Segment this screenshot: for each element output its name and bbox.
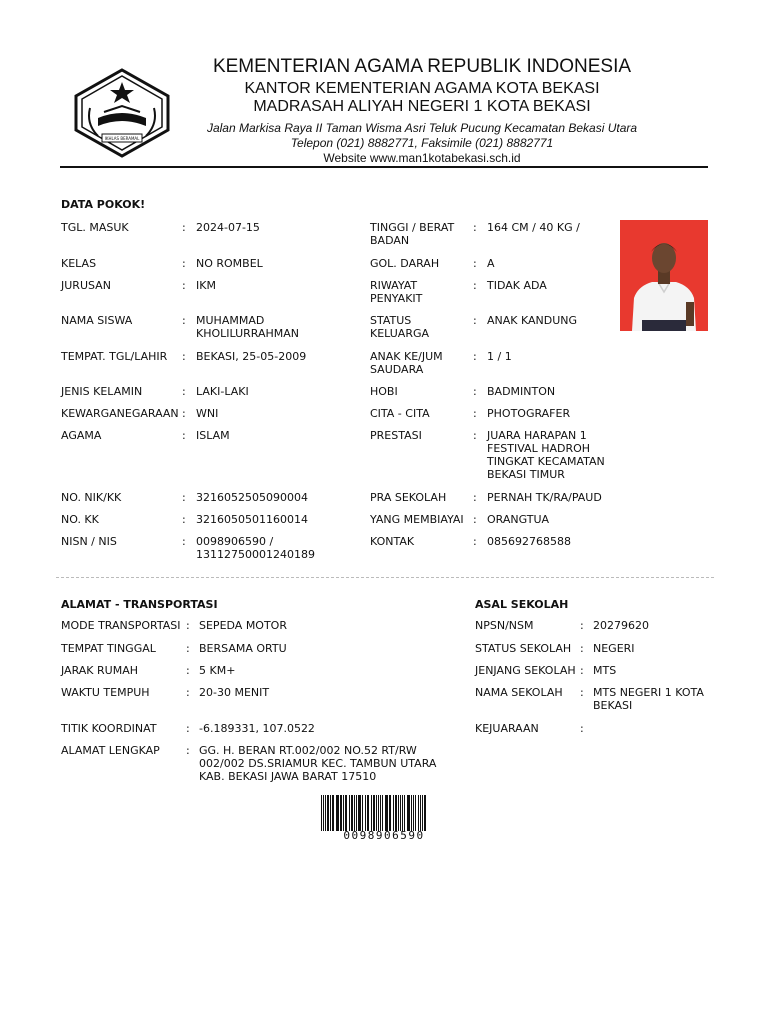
field-colon: :	[580, 619, 584, 632]
barcode-bar	[354, 795, 355, 831]
section-title-asal-sekolah: ASAL SEKOLAH	[475, 598, 569, 611]
field-value: LAKI-LAKI	[196, 385, 249, 398]
field-label: RIWAYAT PENYAKIT	[370, 279, 423, 305]
field-value: GG. H. BERAN RT.002/002 NO.52 RT/RW 002/002 DS.SRIAMUR KEC. TAMBUN UTARA KAB. BEKASI JAWA BARAT 17510	[199, 744, 437, 783]
field-colon: :	[473, 385, 477, 398]
field-label: NO. KK	[61, 513, 99, 526]
field-label: TITIK KOORDINAT	[61, 722, 157, 735]
field-value: SEPEDA MOTOR	[199, 619, 287, 632]
barcode-bar	[323, 795, 324, 831]
field-colon: :	[473, 350, 477, 363]
field-colon: :	[186, 686, 190, 699]
field-value: MUHAMMAD KHOLILURRAHMAN	[196, 314, 300, 340]
field-label: NAMA SEKOLAH	[475, 686, 563, 699]
field-colon: :	[473, 314, 477, 327]
field-label: NO. NIK/KK	[61, 491, 122, 504]
field-value: BERSAMA ORTU	[199, 642, 287, 655]
barcode-bar	[411, 795, 412, 831]
field-label: JARAK RUMAH	[61, 664, 138, 677]
field-colon: :	[473, 429, 477, 442]
field-value: BADMINTON	[487, 385, 556, 398]
field-label: MODE TRANSPORTASI	[61, 619, 181, 632]
barcode-bar	[343, 795, 344, 831]
field-colon: :	[182, 407, 186, 420]
field-colon: :	[186, 744, 190, 757]
field-colon: :	[580, 664, 584, 677]
field-colon: :	[473, 279, 477, 292]
field-value: 085692768588	[487, 535, 571, 548]
field-colon: :	[473, 407, 477, 420]
field-value: 20-30 MENIT	[199, 686, 270, 699]
field-value: NO ROMBEL	[196, 257, 263, 270]
field-colon: :	[473, 491, 477, 504]
field-label: TINGGI / BERAT BADAN	[370, 221, 455, 247]
field-colon: :	[186, 642, 190, 655]
field-value: PHOTOGRAFER	[487, 407, 571, 420]
field-colon: :	[182, 491, 186, 504]
field-label: NISN / NIS	[61, 535, 117, 548]
barcode-bar	[393, 795, 394, 831]
barcode-bar	[385, 795, 388, 831]
field-label: TEMPAT TINGGAL	[61, 642, 156, 655]
header-line-2: KANTOR KEMENTERIAN AGAMA KOTA BEKASI	[244, 80, 600, 97]
barcode-bar	[371, 795, 372, 831]
field-colon: :	[186, 664, 190, 677]
field-value: WNI	[196, 407, 219, 420]
barcode-bar	[351, 795, 353, 831]
field-value: ANAK KANDUNG	[487, 314, 578, 327]
field-colon: :	[473, 257, 477, 270]
field-colon: :	[473, 513, 477, 526]
barcode-bar	[365, 795, 366, 831]
barcode-bar	[376, 795, 377, 831]
field-colon: :	[182, 314, 186, 327]
field-label: ANAK KE/JUM SAUDARA	[370, 350, 443, 376]
barcode-bar	[422, 795, 423, 831]
field-label: NAMA SISWA	[61, 314, 133, 327]
field-colon: :	[182, 535, 186, 548]
field-label: JENJANG SEKOLAH	[475, 664, 576, 677]
field-colon: :	[182, 279, 186, 292]
field-label: NPSN/NSM	[475, 619, 534, 632]
barcode-bar	[380, 795, 381, 831]
barcode-bar	[398, 795, 399, 831]
barcode-bar	[330, 795, 331, 831]
header-divider	[60, 166, 708, 168]
field-value: TIDAK ADA	[487, 279, 547, 292]
header-line-3: MADRASAH ALIYAH NEGERI 1 KOTA BEKASI	[253, 98, 591, 115]
field-value: 3216050501160014	[196, 513, 308, 526]
field-value: MTS NEGERI 1 KOTA BEKASI	[593, 686, 704, 712]
barcode-bar	[321, 795, 322, 831]
barcode-number: 0098906590	[343, 829, 425, 842]
barcode-bar	[332, 795, 334, 831]
field-colon: :	[182, 350, 186, 363]
barcode-bar	[340, 795, 342, 831]
field-value: ISLAM	[196, 429, 230, 442]
field-colon: :	[580, 642, 584, 655]
barcode-bar	[356, 795, 357, 831]
field-value: IKM	[196, 279, 216, 292]
barcode-bar	[413, 795, 414, 831]
field-colon: :	[182, 513, 186, 526]
barcode-bar	[325, 795, 326, 831]
field-value: A	[487, 257, 495, 270]
field-label: TGL. MASUK	[61, 221, 129, 234]
field-label: ALAMAT LENGKAP	[61, 744, 160, 757]
field-colon: :	[580, 686, 584, 699]
barcode-bar	[336, 795, 339, 831]
barcode-bar	[345, 795, 347, 831]
barcode	[320, 795, 448, 831]
field-colon: :	[473, 535, 477, 548]
ministry-logo	[68, 68, 176, 158]
barcode-bar	[395, 795, 397, 831]
field-value: -6.189331, 107.0522	[199, 722, 315, 735]
barcode-bar	[407, 795, 410, 831]
barcode-bar	[389, 795, 391, 831]
field-label: JURUSAN	[61, 279, 111, 292]
field-label: CITA - CITA	[370, 407, 430, 420]
field-label: JENIS KELAMIN	[61, 385, 143, 398]
field-value: 3216052505090004	[196, 491, 308, 504]
field-colon: :	[182, 385, 186, 398]
field-value: BEKASI, 25-05-2009	[196, 350, 307, 363]
field-colon: :	[186, 619, 190, 632]
header-line-1: KEMENTERIAN AGAMA REPUBLIK INDONESIA	[212, 56, 632, 77]
barcode-bar	[358, 795, 361, 831]
field-label: PRA SEKOLAH	[370, 491, 447, 504]
student-photo	[620, 220, 708, 331]
barcode-bar	[349, 795, 350, 831]
barcode-bar	[400, 795, 401, 831]
header-website: Website www.man1kotabekasi.sch.id	[323, 151, 521, 165]
field-value: 0098906590 / 13112750001240189	[196, 535, 315, 561]
field-colon: :	[473, 221, 477, 234]
field-label: YANG MEMBIAYAI	[370, 513, 464, 526]
barcode-bar	[420, 795, 421, 831]
field-label: KEJUARAAN	[475, 722, 539, 735]
section-divider	[56, 577, 714, 578]
field-colon: :	[580, 722, 584, 735]
field-value: MTS	[593, 664, 617, 677]
barcode-bar	[378, 795, 379, 831]
header-phone: Telepon (021) 8882771, Faksimile (021) 8882771	[290, 136, 554, 150]
field-value: ORANGTUA	[487, 513, 550, 526]
field-value: 5 KM+	[199, 664, 236, 677]
field-label: GOL. DARAH	[370, 257, 440, 270]
barcode-bar	[327, 795, 329, 831]
field-label: KEWARGANEGARAAN	[61, 407, 179, 420]
field-value: 1 / 1	[487, 350, 512, 363]
barcode-bar	[424, 795, 426, 831]
field-value: PERNAH TK/RA/PAUD	[487, 491, 602, 504]
field-label: KELAS	[61, 257, 97, 270]
section-title-data-pokok: DATA POKOK!	[61, 198, 146, 211]
barcode-bar	[367, 795, 369, 831]
field-colon: :	[182, 429, 186, 442]
field-colon: :	[182, 257, 186, 270]
field-label: STATUS SEKOLAH	[475, 642, 572, 655]
barcode-bar	[402, 795, 403, 831]
field-label: TEMPAT. TGL/LAHIR	[61, 350, 168, 363]
barcode-bar	[415, 795, 416, 831]
logo-motto: IKHLAS BERAMAL	[104, 136, 140, 141]
field-value: 2024-07-15	[196, 221, 260, 234]
barcode-bar	[382, 795, 383, 831]
field-value: JUARA HARAPAN 1 FESTIVAL HADROH TINGKAT KECAMATAN BEKASI TIMUR	[487, 429, 605, 481]
field-colon: :	[182, 221, 186, 234]
barcode-bar	[362, 795, 363, 831]
field-label: STATUS KELUARGA	[370, 314, 430, 340]
field-label: KONTAK	[370, 535, 415, 548]
field-value: 20279620	[593, 619, 649, 632]
field-label: AGAMA	[61, 429, 102, 442]
field-label: PRESTASI	[370, 429, 422, 442]
field-value: NEGERI	[593, 642, 635, 655]
field-label: WAKTU TEMPUH	[61, 686, 150, 699]
section-title-alamat: ALAMAT - TRANSPORTASI	[61, 598, 218, 611]
header-address: Jalan Markisa Raya II Taman Wisma Asri Teluk Pucung Kecamatan Bekasi Utara	[206, 121, 638, 135]
barcode-bar	[404, 795, 405, 831]
field-value: 164 CM / 40 KG /	[487, 221, 580, 234]
barcode-bar	[373, 795, 375, 831]
field-colon: :	[186, 722, 190, 735]
field-label: HOBI	[370, 385, 398, 398]
barcode-bar	[418, 795, 419, 831]
